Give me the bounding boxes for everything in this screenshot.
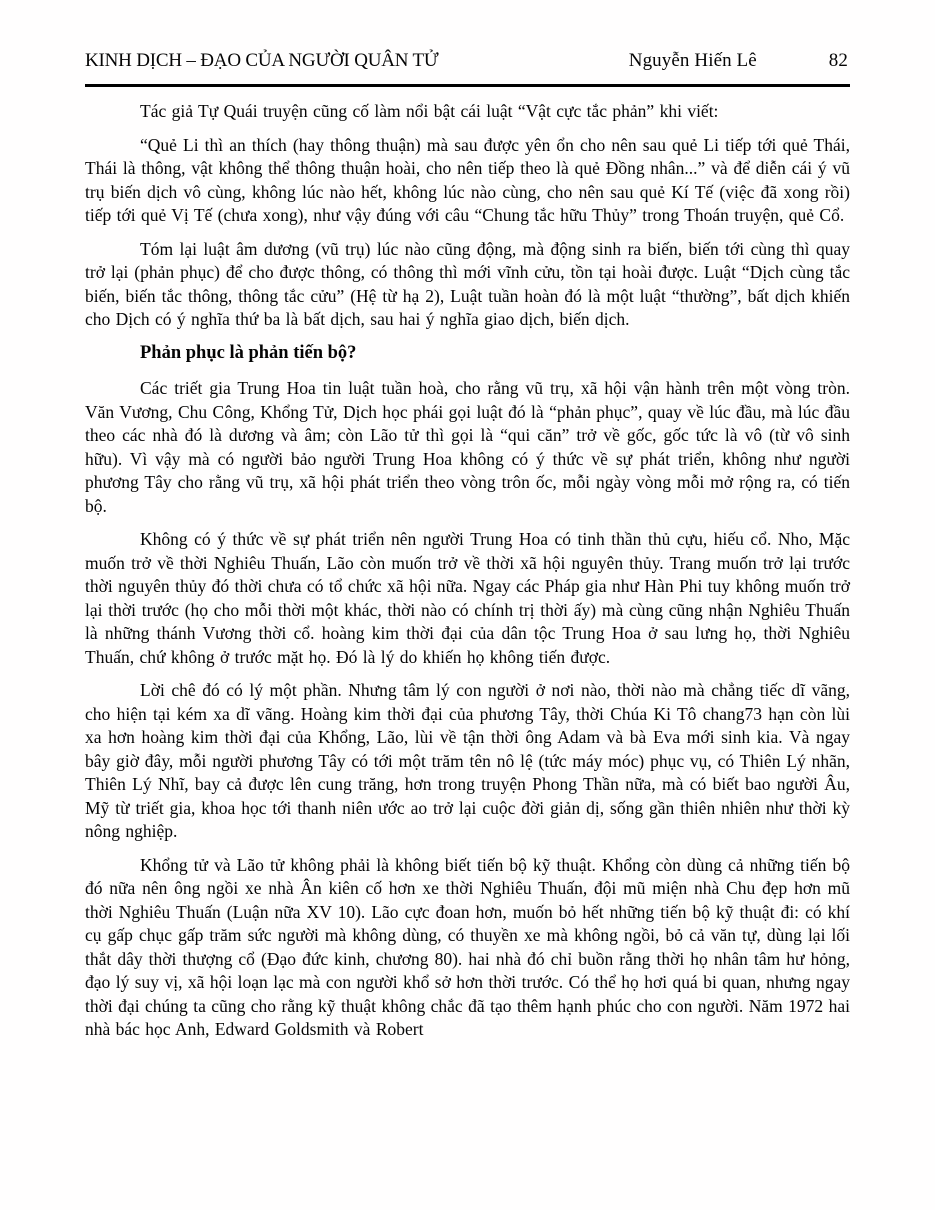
paragraph-quote: “Quẻ Li thì an thích (hay thông thuận) mà sau được yên ổn cho nên sau quẻ Li tiếp tới quẻ Thái, Thái là thông, vật không thể thông thuận hoài, cho nên tiếp theo là quẻ Đồng nhân...” và để diễn cái ý vũ trụ biến dịch vô cùng, không lúc nào hết, không lúc nào cùng, cho nên sau quẻ Kí Tế (việc đã xong rồi) tiếp tới quẻ Vị Tế (chưa xong), như vậy đúng với câu “Chung tắc hữu Thủy” trong Thoán truyện, quẻ Cổ.	[85, 134, 850, 225]
paragraph-khong-lao: Khổng tử và Lão tử không phải là không biết tiến bộ kỹ thuật. Khổng còn dùng cả những tiến bộ đó nữa nên ông ngồi xe nhà Ân kiên cố hơn xe thời Nghiêu Thuấn, đội mũ miện nhà Chu đẹp hơn mũ thời Nghiêu Thuấn (Luận nữa XV 10). Lão cực đoan hơn, muốn bỏ hết những tiến bộ kỹ thuật đi: có khí cụ gấp chục gấp trăm sức người mà không dùng, có thuyền xe mà không ngồi, bỏ cả văn tự, dùng lại lối thắt dây thời thượng cổ (Đạo đức kinh, chương 80). hai nhà đó chỉ buồn rằng thời họ nhân tâm hư hỏng, đạo lý suy vị, xã hội loạn lạc mà con người khổ sở hơn thời trước. Có thể họ hơi quá bi quan, nhưng ngay thời đại chúng ta cũng cho rằng kỹ thuật không chắc đã tạo thêm hạnh phúc cho con người. Năm 1972 hai nhà bác học Anh, Edward Goldsmith và Robert	[85, 854, 850, 1039]
paragraph-summary: Tóm lại luật âm dương (vũ trụ) lúc nào cũng động, mà động sinh ra biến, biến tới cùng thì quay trở lại (phản phục) để cho được thông, có thông thì mới vĩnh cửu, tồn tại hoài được. Luật “Dịch cùng tắc biến, biến tắc thông, thông tắc cửu” (Hệ từ hạ 2), Luật tuần hoàn đó là một luật “thường”, bất dịch khiến cho Dịch có ý nghĩa thứ ba là bất dịch, sau hai ý nghĩa giao dịch, biến dịch.	[85, 238, 850, 329]
page-header	[85, 50, 850, 72]
paragraph-conservatism: Không có ý thức về sự phát triển nên người Trung Hoa có tinh thần thủ cựu, hiếu cổ. Nho, Mặc muốn trở về thời Nghiêu Thuấn, Lão còn muốn trở về thời xã hội nguyên thủy. Trang muốn trở lại trước thời nguyên thủy đó thời chưa có tổ chức xã hội nữa. Ngay các Pháp gia như Hàn Phi tuy không muốn trở lại thời trước (họ cho mỗi thời một khác, thời nào có chính trị thời ấy) mà cùng cũng nhận Nghiêu Thuấn là những thánh Vương thời cổ. hoàng kim thời đại của dân tộc Trung Hoa ở sau lưng họ, thời Nghiêu Thuấn, chứ không ở trước mặt họ. Đó là lý do khiến họ không tiến được.	[85, 529, 850, 667]
author-name: Nguyễn Hiến Lê	[628, 50, 757, 71]
page-number: 82	[828, 50, 848, 71]
book-title: KINH DỊCH – ĐẠO CỦA NGƯỜI QUÂN TỬ	[85, 50, 439, 71]
paragraph-western-nostalgia: Lời chê đó có lý một phần. Nhưng tâm lý con người ở nơi nào, thời nào mà chẳng tiếc dĩ vãng, cho hiện tại kém xa dĩ vãng. Hoàng kim thời đại của phương Tây, thời Chúa Ki Tô chang73 hạn còn lùi xa hơn hoàng kim thời đại của Khổng, Lão, lùi về tận thời ông Adam và bà Eva mới sinh kia. Và ngay bây giờ đây, mỗi người phương Tây có tới một trăm tên nô lệ (tức máy móc) phục vụ, có Thiên Lý nhãn, Thiên Lý Nhĩ, bay cả được lên cung trăng, hơn trong truyện Phong Thần nữa, mà có biết bao người Âu, Mỹ từ triết gia, khoa học tới thanh niên ước ao trở lại cuộc đời giản dị, sống gần thiên nhiên như thời kỳ nông nghiệp.	[85, 680, 850, 841]
header-divider-rule	[85, 84, 850, 87]
paragraph-intro: Tác giả Tự Quái truyện cũng cố làm nổi bật cái luật “Vật cực tắc phản” khi viết:	[140, 101, 719, 121]
section-heading: Phản phục là phản tiến bộ?	[140, 342, 357, 363]
paragraph-cyclic-law: Các triết gia Trung Hoa tin luật tuần hoà, cho rằng vũ trụ, xã hội vận hành trên một vòng tròn. Văn Vương, Chu Công, Khổng Tử, Dịch học phái gọi luật đó là “phản phục”, quay về lúc đầu, mà lúc đầu theo các nhà đó là dương và âm; còn Lão tử thì gọi là “qui căn” trở về gốc, gốc tức là vô (từ vô sinh hữu). Vì vậy mà có người bảo người Trung Hoa không có ý thức về sự phát triển, không như người phương Tây cho rằng vũ trụ, xã hội phát triển theo vòng trôn ốc, mỗi ngày vòng mỗi mở rộng ra, có tiến bộ.	[85, 378, 850, 516]
document-body	[85, 100, 850, 1042]
